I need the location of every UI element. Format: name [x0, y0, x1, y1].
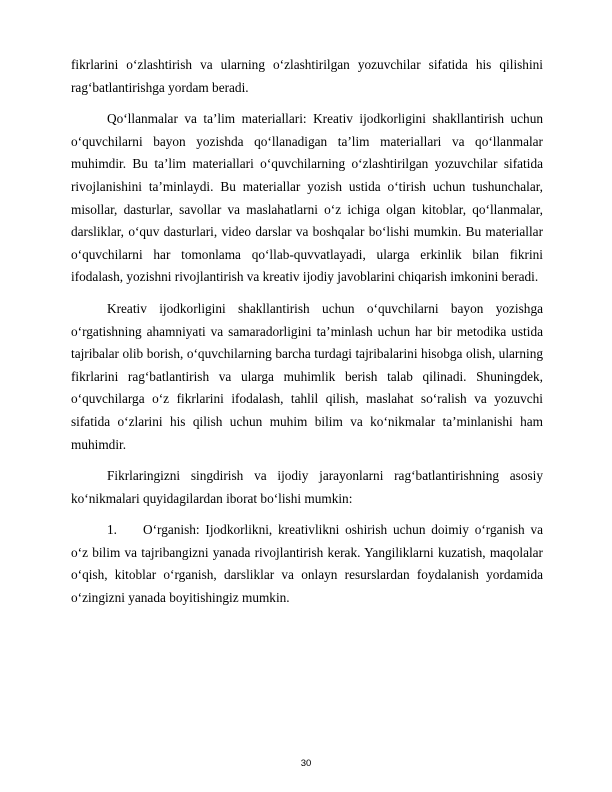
page-number: 30 — [300, 758, 312, 769]
paragraph-methodology: Kreativ ijodkorligini shakllantirish uchun o‘quvchilarni bayon yozishga o‘rgatishning ahamniyati va samaradorligini ta’minlash uchun har bir metodika ustida tajribalar olib borish, o‘quvchilarning barcha turdagi tajribalarini hisobga olish, ularning fikrlarini rag‘batlantirish va ularga muhimlik berish talab qilinadi. Shuningdek, o‘quvchilarga o‘z fikrlarini ifodalash, tahlil qilish, maslahat so‘ralish va yozuvchi sifatida o‘zlarini his qilish uchun muhim bilim va ko‘nikmalar ta’minlanishi ham muhimdir. — [71, 300, 543, 452]
list-item-number: 1. — [107, 522, 117, 538]
paragraph-teaching-materials: Qo‘llanmalar va ta’lim materiallari: Kreativ ijodkorligini shakllantirish uchun o‘quvchilarni bayon yozishda qo‘llanadigan ta’lim materiallari va qo‘llanmalar muhimdir. Bu ta’lim materiallari o‘quvchilarning o‘zlashtirilgan yozuvchilar sifatida rivojlanishini ta’minlaydi. Bu materiallar yozish ustida o‘tirish uchun tushunchalar, misollar, dasturlar, savollar va maslahatlarni o‘z ichiga olgan kitoblar, qo‘llanmalar, darsliklar, o‘quv dasturlari, video darslar va boshqalar bo‘lishi mumkin. Bu materiallar o‘quvchilarni har tomonlama qo‘llab-quvvatlayadi, ularga erkinlik bilan fikrini ifodalash, yozishni rivojlantirish va kreativ ijodiy javoblarini chiqarish imkonini beradi. — [71, 111, 543, 285]
list-item — [71, 519, 543, 609]
document-page — [71, 54, 543, 619]
paragraph-skills-intro: Fikrlaringizni singdirish va ijodiy jarayonlarni rag‘batlantirishning asosiy ko‘nikmalari quyidagilardan iborat bo‘lishi mumkin: — [71, 468, 543, 506]
list-item-text: O‘rganish: Ijodkorlikni, kreativlikni oshirish uchun doimiy o‘rganish va o‘z bilim va tajribangizni yanada rivojlantirish kerak. Yangiliklarni kuzatish, maqolalar o‘qish, kitoblar o‘rganish, darsliklar va onlayn resurslardan foydalanish yordamida o‘zingizni yanada boyitishingiz mumkin. — [71, 522, 543, 606]
paragraph-continuation: fikrlarini o‘zlashtirish va ularning o‘zlashtirilgan yozuvchilar sifatida his qilishini rag‘batlantirishga yordam beradi. — [71, 57, 543, 95]
